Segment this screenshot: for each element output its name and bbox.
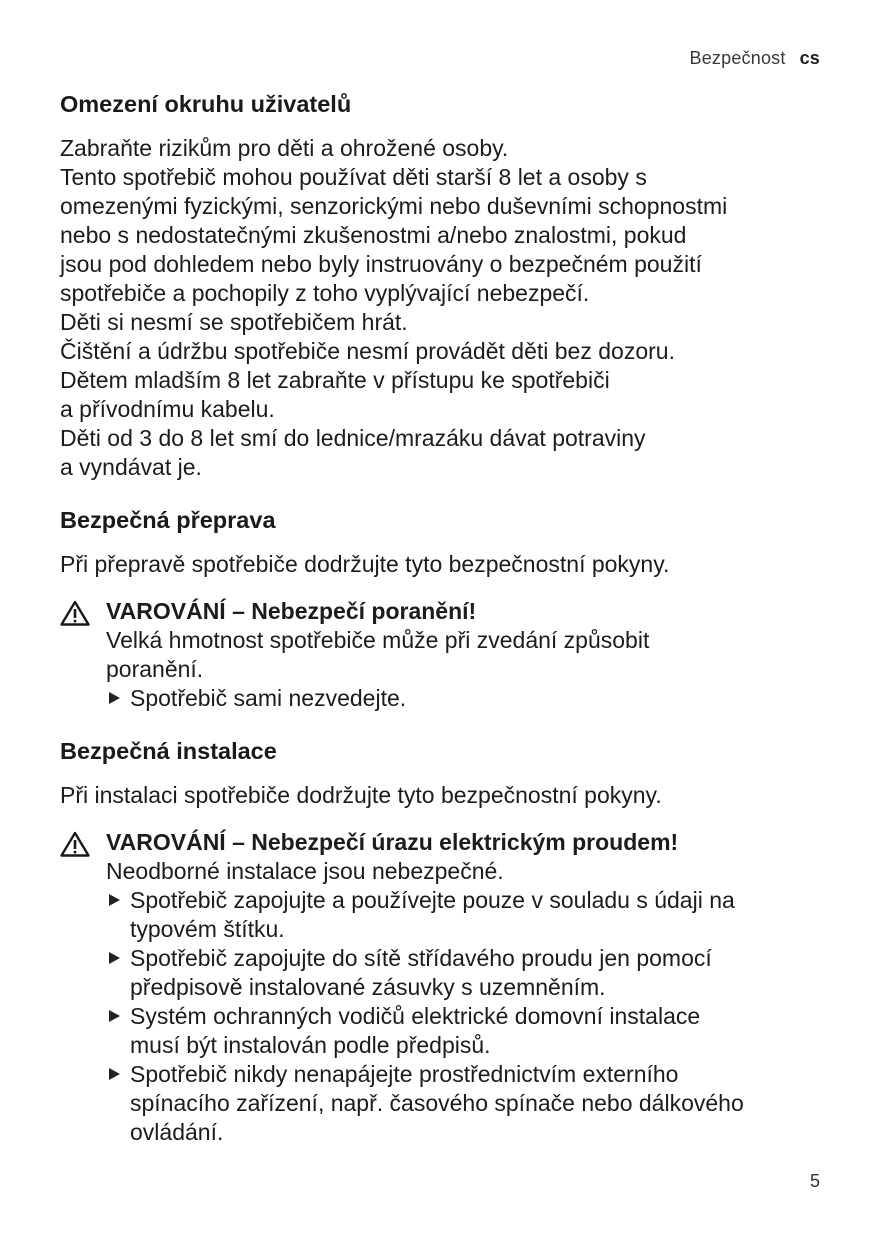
instruction-item [106,1060,830,1147]
section-heading-user-restriction: Omezení okruhu uživatelů [60,91,352,117]
header-section-title: Bezpečnost [689,48,786,68]
warning-instruction-list [106,684,830,713]
header-language-code: cs [799,48,820,68]
warning-title: VAROVÁNÍ – Nebezpečí úrazu elektrickým proudem! [106,829,679,855]
page-number: 5 [809,1171,820,1191]
warning-block-electric-shock [60,828,830,1147]
instruction-text-line: Spotřebič zapojujte a používejte pouze v souladu s údaji na [130,887,735,913]
text-line: Zabraňte rizikům pro děti a ohrožené osoby. [60,135,509,161]
instruction-text-line: typovém štítku. [130,916,285,942]
instruction-text-line: spínacího zařízení, např. časového spínače nebo dálkového [130,1090,744,1116]
transport-intro: Při přepravě spotřebiče dodržujte tyto bezpečnostní pokyny. [60,551,670,577]
triangle-right-icon [109,1010,120,1022]
triangle-right-icon [109,692,120,704]
text-line: omezenými fyzickými, senzorickými nebo duševními schopnostmi [60,193,728,219]
restriction-paragraph [60,134,830,482]
warning-title: VAROVÁNÍ – Nebezpečí poranění! [106,598,477,624]
instruction-item [106,944,830,1002]
instruction-text-line: musí být instalován podle předpisů. [130,1032,491,1058]
text-line: Dětem mladším 8 let zabraňte v přístupu ke spotřebiči [60,367,610,393]
text-line: nebo s nedostatečnými zkušenostmi a/nebo znalostmi, pokud [60,222,687,248]
text-line: a přívodnímu kabelu. [60,396,275,422]
instruction-item [106,886,830,944]
section-safe-transport [60,502,830,713]
instruction-item [106,684,830,713]
triangle-right-icon [109,894,120,906]
warning-text-line: Neodborné instalace jsou nebezpečné. [106,858,504,884]
text-line: a vyndávat je. [60,454,202,480]
warning-text-line: Velká hmotnost spotřebiče může při zvedání způsobit [106,627,650,653]
triangle-right-icon [109,952,120,964]
text-line: Tento spotřebič mohou používat děti starší 8 let a osoby s [60,164,647,190]
instruction-text-line: Systém ochranných vodičů elektrické domovní instalace [130,1003,701,1029]
text-line: jsou pod dohledem nebo byly instruovány o bezpečném použití [60,251,702,277]
warning-text-line: poranění. [106,656,204,682]
installation-intro: Při instalaci spotřebiče dodržujte tyto bezpečnostní pokyny. [60,782,662,808]
instruction-item [106,1002,830,1060]
instruction-text-line: ovládání. [130,1119,224,1145]
instruction-text: Spotřebič sami nezvedejte. [130,685,407,711]
text-line: Čištění a údržbu spotřebiče nesmí provádět děti bez dozoru. [60,338,675,364]
section-heading-safe-installation: Bezpečná instalace [60,738,277,764]
page-content [60,86,830,1147]
triangle-right-icon [109,1068,120,1080]
text-line: Děti si nesmí se spotřebičem hrát. [60,309,408,335]
running-header [690,48,820,69]
warning-block-injury [60,597,830,713]
warning-instruction-list [106,886,830,1147]
text-line: Děti od 3 do 8 let smí do lednice/mrazáku dávat potraviny [60,425,646,451]
section-safe-installation [60,733,830,1147]
warning-triangle-icon [60,831,90,857]
warning-triangle-icon [60,600,90,626]
instruction-text-line: předpisově instalované zásuvky s uzemněním. [130,974,606,1000]
text-line: spotřebiče a pochopily z toho vyplývající nebezpečí. [60,280,590,306]
instruction-text-line: Spotřebič nikdy nenapájejte prostřednictvím externího [130,1061,679,1087]
section-user-restriction [60,86,830,482]
section-heading-safe-transport: Bezpečná přeprava [60,507,276,533]
instruction-text-line: Spotřebič zapojujte do sítě střídavého proudu jen pomocí [130,945,712,971]
